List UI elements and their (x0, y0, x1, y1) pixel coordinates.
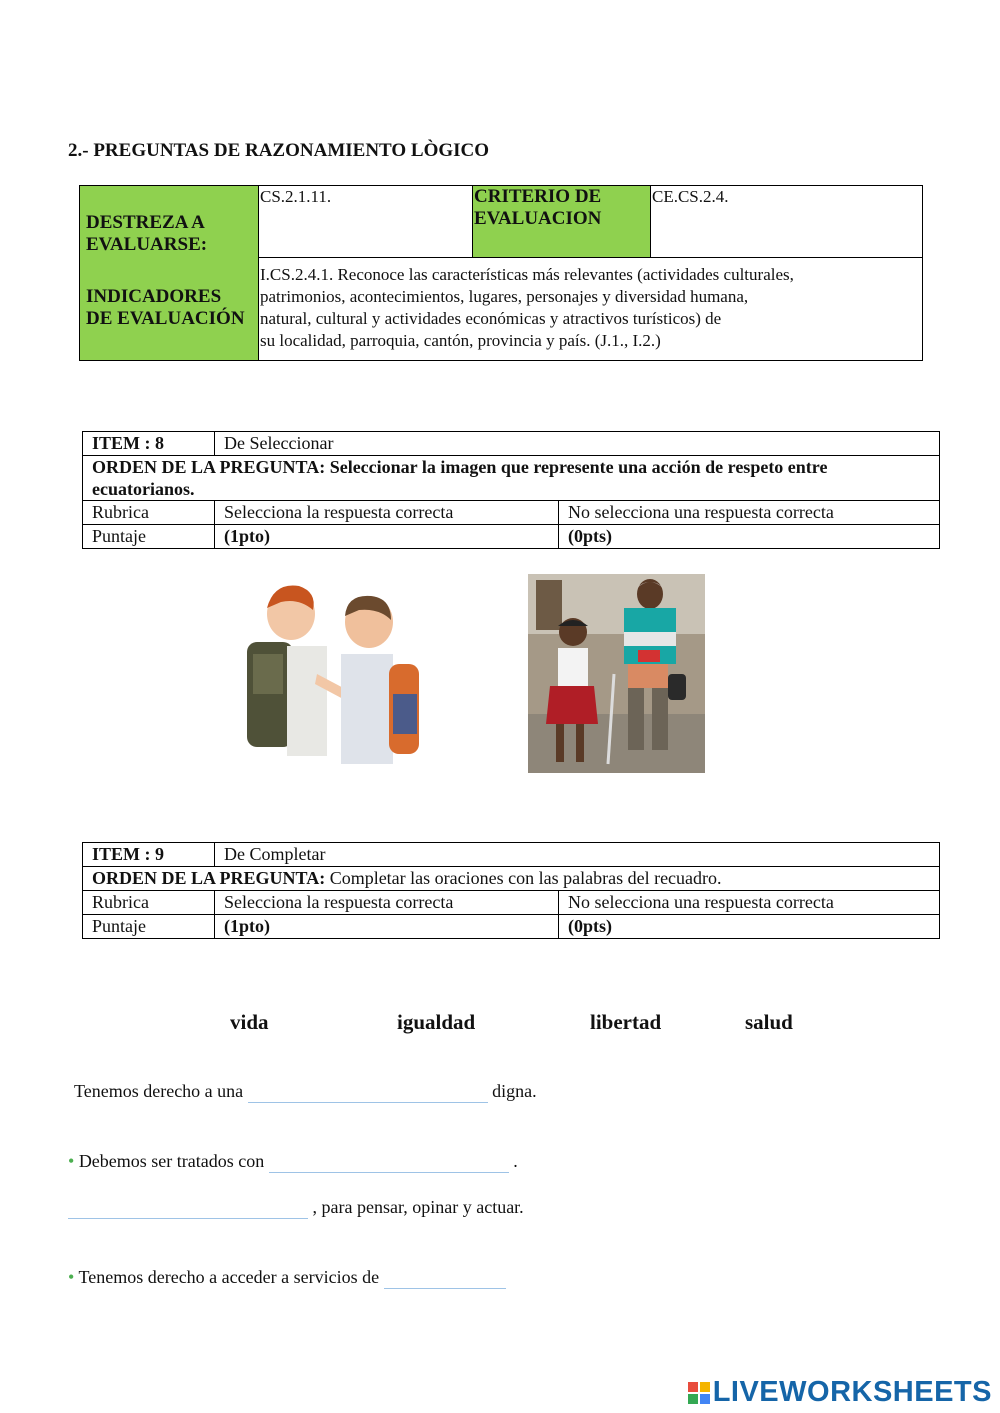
sentence-4-before: Tenemos derecho a acceder a servicios de (78, 1267, 380, 1287)
answer-blank-4[interactable] (384, 1267, 506, 1289)
item9-rubrica-incorrect: No selecciona una respuesta correcta (559, 891, 940, 915)
item9-rubrica-label: Rubrica (83, 891, 215, 915)
destreza-code: CS.2.1.11. (259, 186, 473, 258)
sentence-3 (68, 1197, 524, 1219)
bullet: • (68, 1267, 75, 1287)
item8-label: ITEM : 8 (83, 432, 215, 456)
word-bank-item[interactable]: libertad (590, 1010, 662, 1034)
answer-blank-3[interactable] (68, 1197, 308, 1219)
item9-label: ITEM : 9 (83, 843, 215, 867)
item9-puntaje-label: Puntaje (83, 915, 215, 939)
destreza-indicadores-cell (80, 186, 259, 361)
item8-rubrica-correct: Selecciona la respuesta correcta (215, 501, 559, 525)
item8-rubrica-label: Rubrica (83, 501, 215, 525)
answer-blank-1[interactable] (248, 1081, 488, 1103)
photo-boys-option[interactable] (229, 574, 422, 773)
sentence-2 (68, 1151, 518, 1173)
item9-orden-label: ORDEN DE LA PREGUNTA: (92, 868, 326, 888)
indicador-line: patrimonios, acontecimientos, lugares, personajes y diversidad humana, (260, 287, 749, 306)
indicador-line: su localidad, parroquia, cantón, provincia y país. (J.1., I.2.) (260, 331, 661, 350)
destreza-label: DESTREZA A EVALUARSE: (86, 212, 208, 255)
item8-orden-text-2: ecuatorianos. (92, 479, 195, 499)
sentence-1-after: digna. (492, 1081, 537, 1101)
item9-orden (83, 867, 940, 891)
brand-text: LIVEWORKSHEETS (712, 1376, 992, 1408)
evaluation-table (79, 185, 923, 361)
item8-table (82, 431, 940, 549)
sentence-3-after: , para pensar, opinar y actuar. (312, 1197, 524, 1217)
item8-puntaje-correct: (1pto) (215, 525, 559, 549)
indicadores-text (259, 258, 923, 361)
sentence-1 (74, 1081, 537, 1103)
item9-puntaje-incorrect: (0pts) (559, 915, 940, 939)
section-heading: 2.- PREGUNTAS DE RAZONAMIENTO LÒGICO (68, 140, 490, 161)
item8-puntaje-incorrect: (0pts) (559, 525, 940, 549)
criterio-label: CRITERIO DE EVALUACION (473, 186, 651, 258)
item9-puntaje-correct: (1pto) (215, 915, 559, 939)
word-bank-item[interactable]: igualdad (397, 1010, 476, 1034)
indicadores-label: INDICADORES DE EVALUACIÓN (86, 286, 245, 329)
item9-orden-text: Completar las oraciones con las palabras del recuadro. (329, 868, 722, 888)
item8-type: De Seleccionar (215, 432, 940, 456)
answer-blank-2[interactable] (269, 1151, 509, 1173)
word-bank-item[interactable]: vida (230, 1010, 269, 1034)
indicador-line: natural, cultural y actividades económicas y atractivos turísticos) de (260, 309, 722, 328)
sentence-4 (68, 1267, 506, 1289)
photo-elder-option[interactable] (528, 574, 705, 773)
item9-table (82, 842, 940, 939)
logo-grid-icon (688, 1382, 710, 1404)
sentence-2-after: . (513, 1151, 518, 1171)
liveworksheets-logo (688, 1376, 992, 1409)
item8-orden (83, 456, 940, 501)
sentence-1-before: Tenemos derecho a una (74, 1081, 244, 1101)
item8-rubrica-incorrect: No selecciona una respuesta correcta (559, 501, 940, 525)
item9-rubrica-correct: Selecciona la respuesta correcta (215, 891, 559, 915)
item8-orden-text-1: Seleccionar la imagen que represente una acción de respeto entre (329, 457, 828, 477)
criterio-code: CE.CS.2.4. (651, 186, 923, 258)
item8-orden-label: ORDEN DE LA PREGUNTA: (92, 457, 326, 477)
bullet: • (68, 1151, 75, 1171)
indicador-line: I.CS.2.4.1. Reconoce las características más relevantes (actividades culturales, (260, 265, 794, 284)
sentence-2-before: Debemos ser tratados con (78, 1151, 265, 1171)
word-bank-item[interactable]: salud (745, 1010, 793, 1034)
item9-type: De Completar (215, 843, 940, 867)
item8-puntaje-label: Puntaje (83, 525, 215, 549)
